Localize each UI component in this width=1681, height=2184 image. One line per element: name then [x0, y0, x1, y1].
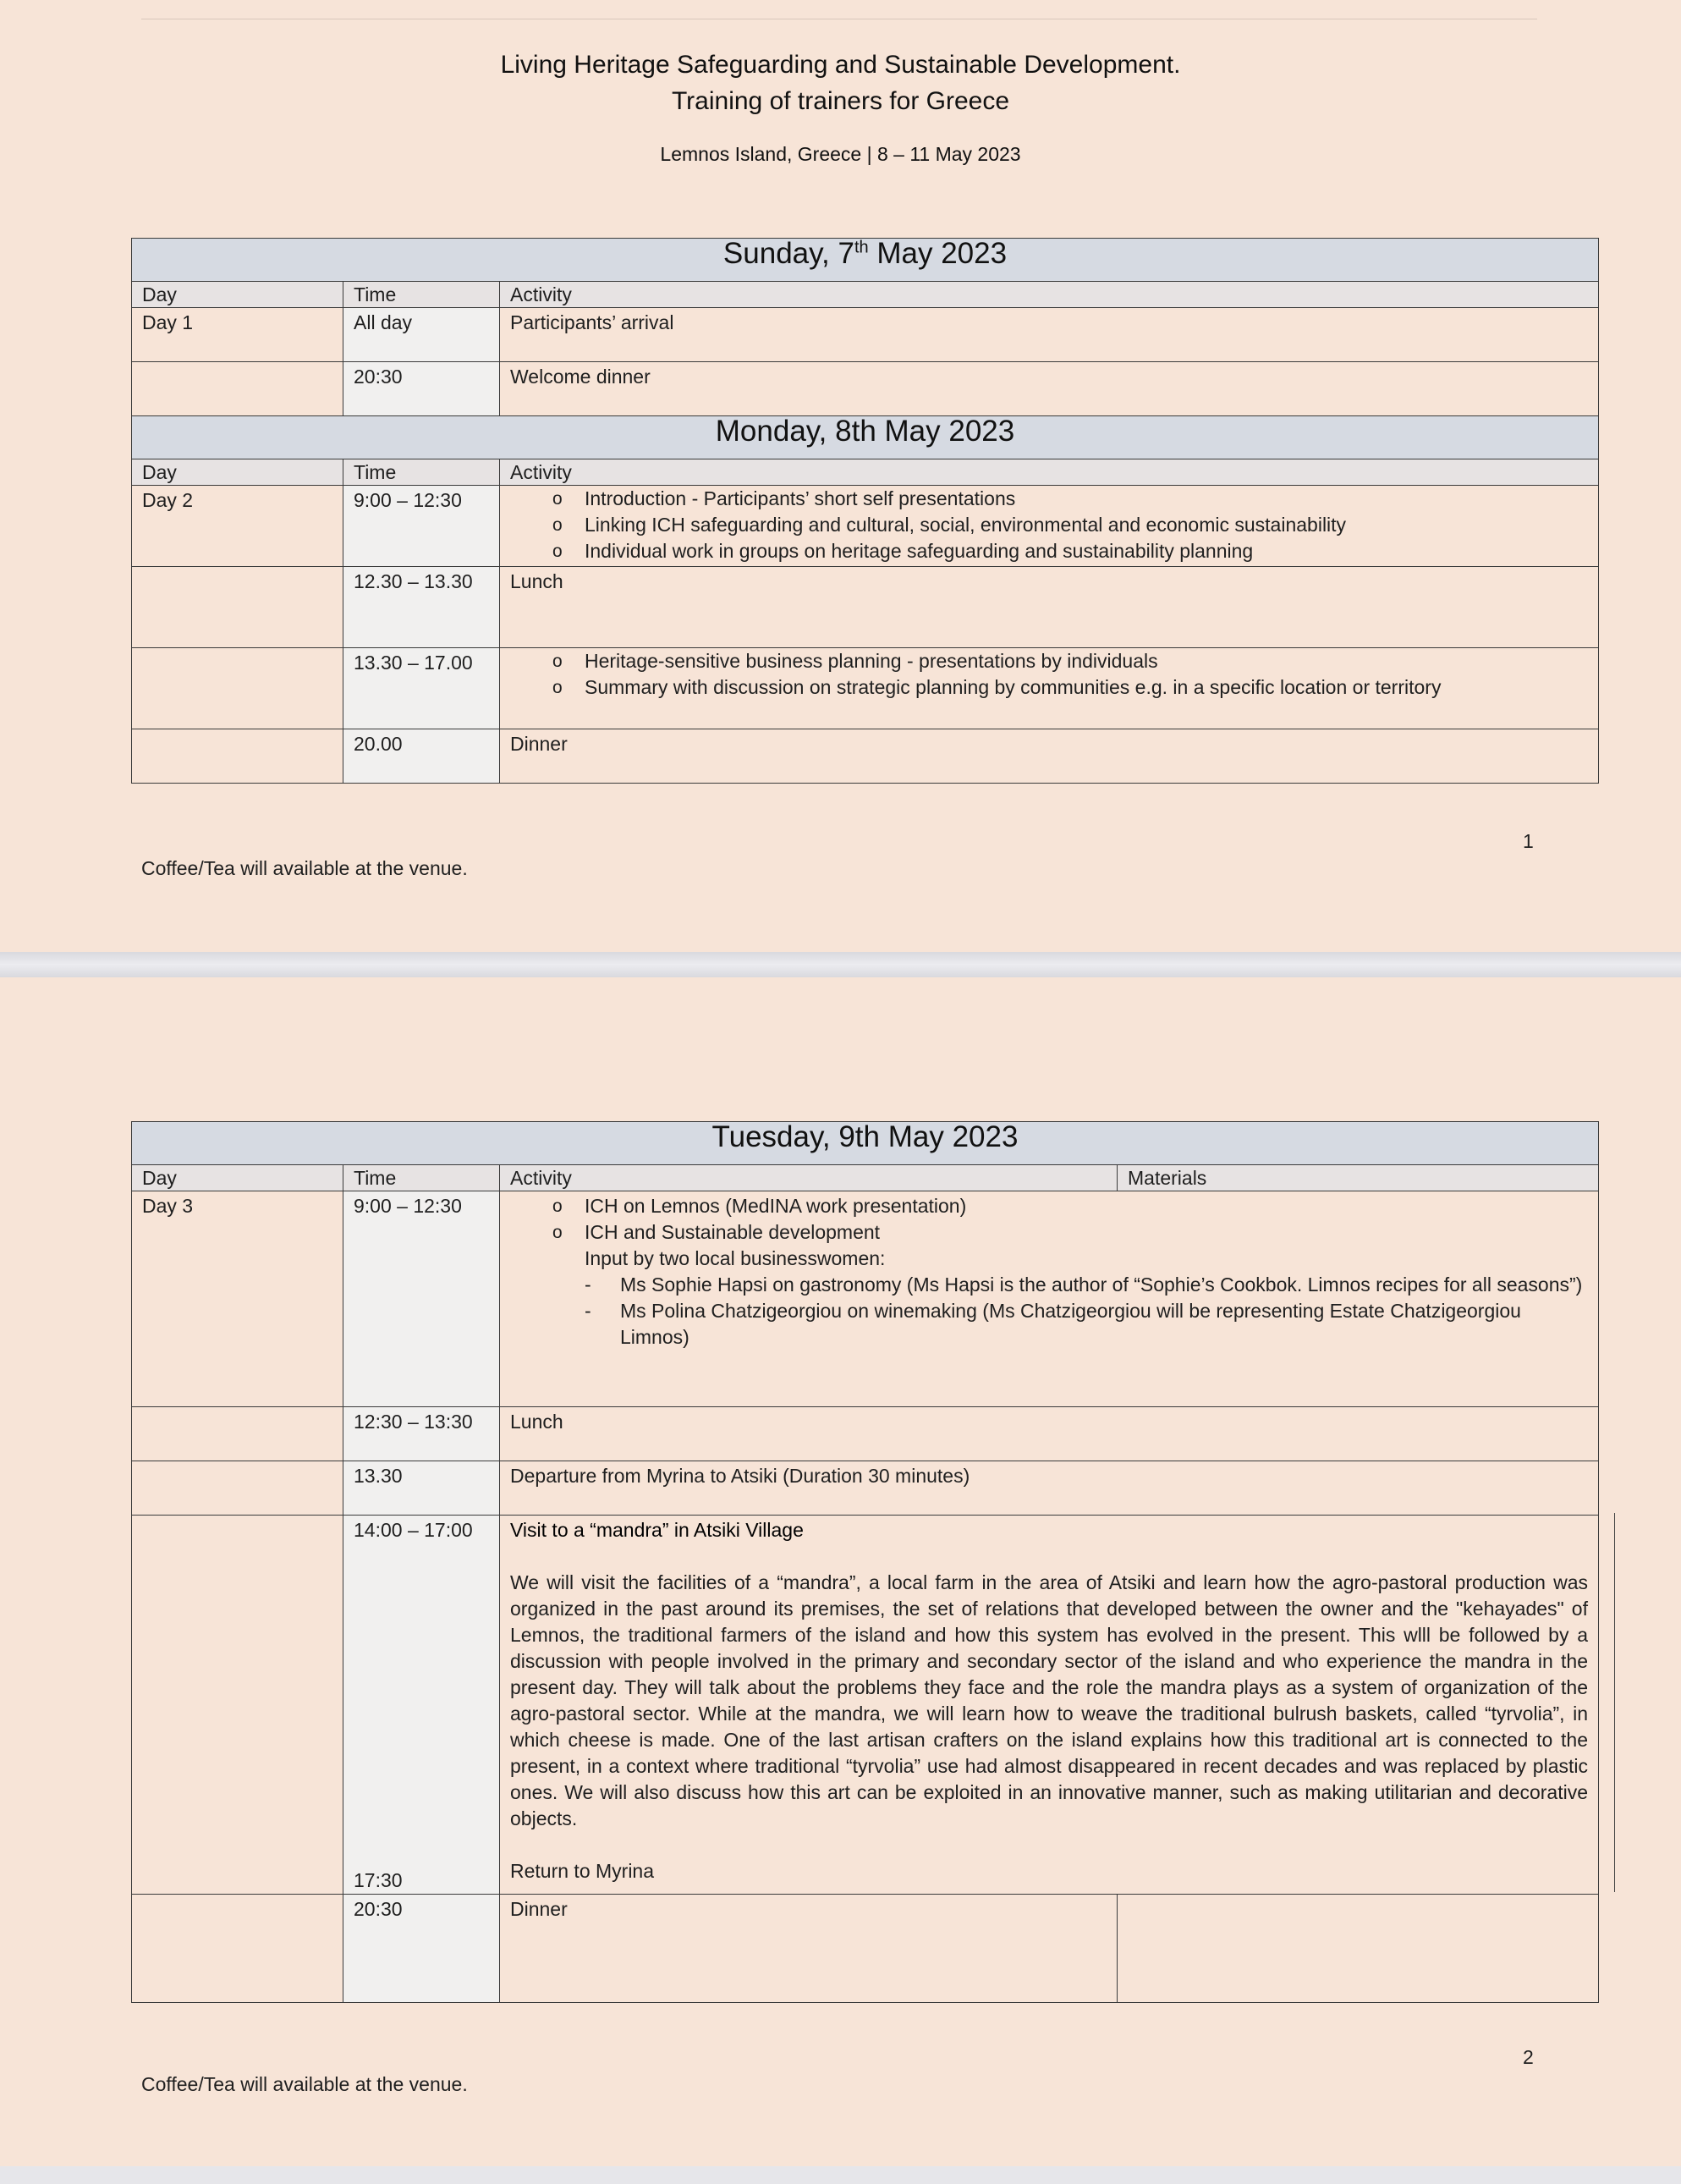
activity-cell: Dinner	[500, 729, 1599, 784]
time-cell: 12:30 – 13:30	[343, 1407, 500, 1461]
document-page-1	[0, 0, 1681, 952]
time-cell: 14:00 – 17:00	[354, 1519, 473, 1541]
table-row	[132, 648, 1599, 729]
table-row	[132, 1895, 1599, 2003]
activity-cell: Dinner	[500, 1895, 1118, 2003]
activity-cell: Lunch	[500, 567, 1599, 648]
list-item: o Individual work in groups on heritage safeguarding and sustainability planning	[552, 538, 1588, 564]
schedule-table-day1-2	[131, 238, 1599, 784]
page-number: 2	[1523, 2046, 1534, 2068]
location-dates: Lemnos Island, Greece | 8 – 11 May 2023	[660, 143, 1021, 165]
list-item: o ICH and Sustainable development	[552, 1219, 1588, 1246]
table-row	[132, 1407, 1599, 1461]
table-row	[132, 1516, 1599, 1895]
activity-cell	[500, 1516, 1599, 1895]
page-separator	[0, 2166, 1681, 2184]
visit-description: We will visit the facilities of a “mandra”, a local farm in the area of Atsiki and learn how the agro-pastoral production was organized in the past around its premises, the set of relations that developed between the owner and the "kehayades" of Lemnos, the traditional farmers of the island and how this system has evolved in the present. This wlll be followed by a discussion with people involved in the primary and secondary sector of the island and who experience the mandra in the present day. They will talk about the problems they face and the role the mandra plays as a system of organization of the agro-pastoral sector. While at the mandra, we will learn how to weave the traditional bulrush baskets, called “tyrvolia”, in which cheese is made. One of the last artisan crafters on the island explains how this traditional art is connected to the present, in a context where traditional “tyrvolia” use had almost disappeared in recent decades and was replaced by plastic ones. We will also discuss how this art can be exploited in an innovative manner, such as making utilitarian and decorative objects.	[510, 1571, 1588, 1829]
page-number: 1	[1523, 830, 1534, 852]
list-item: o Heritage-sensitive business planning - presentations by individuals	[552, 648, 1588, 674]
col-activity-header: Activity	[500, 1165, 1118, 1191]
list-item: - Ms Sophie Hapsi on gastronomy (Ms Hapsi is the author of “Sophie’s Cookbok. Limnos recipes for all seasons”)	[585, 1272, 1588, 1298]
activity-cell	[500, 486, 1599, 567]
list-item: o Linking ICH safeguarding and cultural, social, environmental and economic sustainability	[552, 512, 1588, 538]
time-cell: 9:00 – 12:30	[343, 486, 500, 567]
document-page-2	[0, 977, 1681, 2166]
col-day-header: Day	[132, 1165, 343, 1191]
column-header-row	[132, 459, 1599, 486]
footer-note: Coffee/Tea will available at the venue.	[141, 2073, 468, 2095]
day-label: Day 2	[132, 486, 343, 567]
visit-title: Visit to a “mandra” in Atsiki Village	[510, 1519, 804, 1541]
activity-cell	[500, 648, 1599, 729]
table-row	[132, 1461, 1599, 1516]
table-row	[132, 729, 1599, 784]
time-cell: 17:30	[354, 1869, 403, 1891]
col-materials-header: Materials	[1118, 1165, 1599, 1191]
time-cell: 9:00 – 12:30	[343, 1191, 500, 1407]
monday-heading: Monday, 8th May 2023	[132, 416, 1599, 459]
col-activity-header: Activity	[500, 282, 1599, 308]
activity-cell: Welcome dinner	[500, 362, 1599, 416]
document-title-line1: Living Heritage Safeguarding and Sustainable Development.	[500, 51, 1181, 79]
day-label: Day 1	[132, 308, 343, 362]
list-item: - Ms Polina Chatzigeorgiou on winemaking (Ms Chatzigeorgiou will be representing Estate Chatzigeorgiou Limnos)	[585, 1298, 1588, 1351]
col-day-header: Day	[132, 282, 343, 308]
time-cell: 20.00	[343, 729, 500, 784]
list-item: o Introduction - Participants’ short self presentations	[552, 486, 1588, 512]
table-row	[132, 362, 1599, 416]
col-activity-header: Activity	[500, 459, 1599, 486]
col-time-header: Time	[343, 459, 500, 486]
table-row	[132, 486, 1599, 567]
page-separator	[0, 952, 1681, 977]
activity-cell: Participants’ arrival	[500, 308, 1599, 362]
activity-cell: Lunch	[500, 1407, 1599, 1461]
column-header-row	[132, 282, 1599, 308]
col-day-header: Day	[132, 459, 343, 486]
time-cell: 13.30	[343, 1461, 500, 1516]
list-item: o ICH on Lemnos (MedINA work presentation)	[552, 1193, 1588, 1219]
input-intro: Input by two local businesswomen:	[585, 1247, 886, 1269]
document-title-line2: Training of trainers for Greece	[671, 87, 1010, 115]
footer-note: Coffee/Tea will available at the venue.	[141, 857, 468, 879]
day-label: Day 3	[132, 1191, 343, 1407]
column-header-row	[132, 1165, 1599, 1191]
time-cell: 20:30	[343, 1895, 500, 2003]
activity-cell: Departure from Myrina to Atsiki (Duration 30 minutes)	[500, 1461, 1599, 1516]
time-cell: 13.30 – 17.00	[343, 648, 500, 729]
list-item: o Summary with discussion on strategic planning by communities e.g. in a specific location or territory	[552, 674, 1588, 701]
time-cell: All day	[343, 308, 500, 362]
sunday-heading: Sunday, 7th May 2023	[132, 239, 1599, 282]
time-cell: 20:30	[343, 362, 500, 416]
materials-cell	[1118, 1895, 1599, 2003]
table-row	[132, 1191, 1599, 1407]
change-bar	[1614, 1513, 1615, 1892]
return-activity: Return to Myrina	[510, 1860, 655, 1882]
table-row	[132, 308, 1599, 362]
col-time-header: Time	[343, 1165, 500, 1191]
col-time-header: Time	[343, 282, 500, 308]
tuesday-heading: Tuesday, 9th May 2023	[132, 1122, 1599, 1165]
activity-cell	[500, 1191, 1599, 1407]
schedule-table-day3	[131, 1121, 1599, 2003]
table-row	[132, 567, 1599, 648]
time-cell: 12.30 – 13.30	[343, 567, 500, 648]
